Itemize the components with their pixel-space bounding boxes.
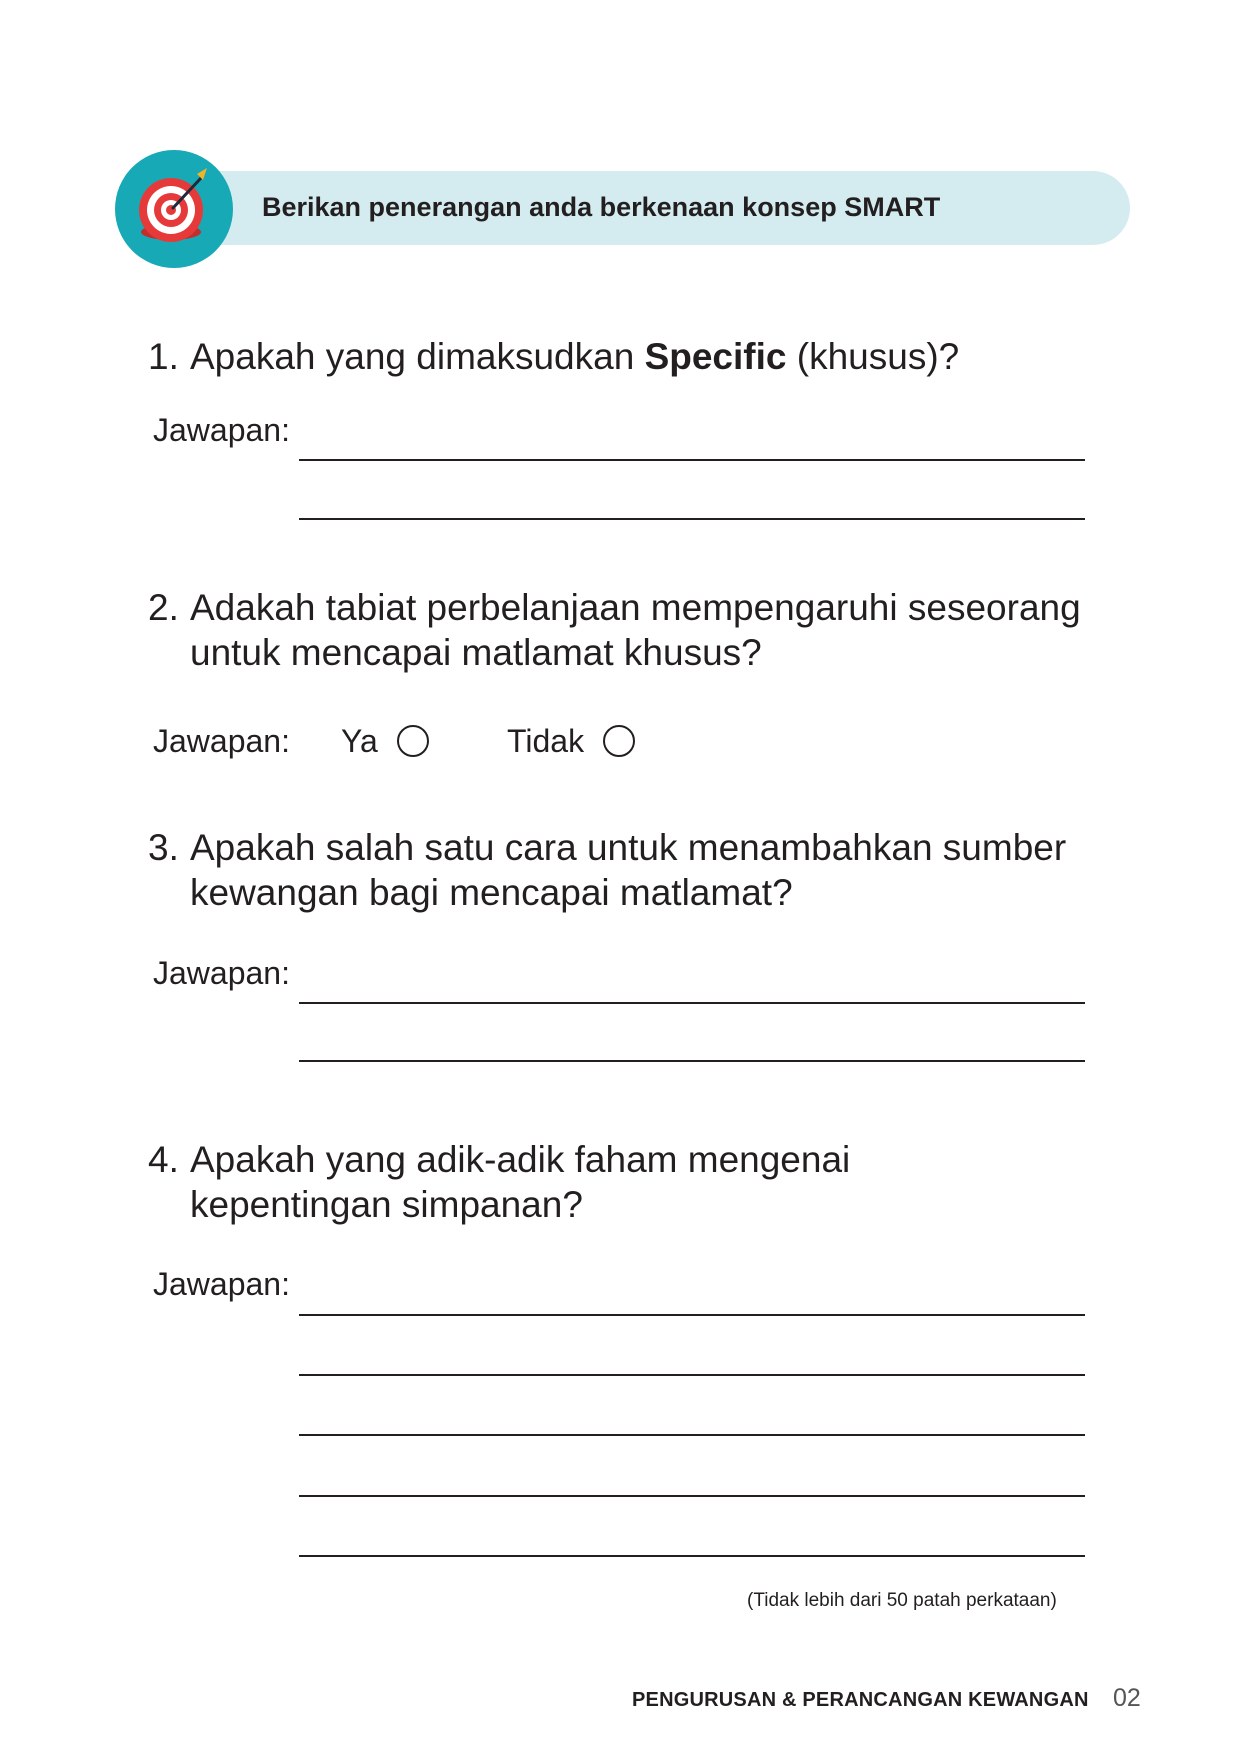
question-4 [148, 1137, 850, 1227]
answer-label-3: Jawapan: [153, 955, 290, 991]
answer-label-2: Jawapan: [153, 723, 290, 759]
answer-line[interactable] [299, 518, 1085, 520]
question-keyword: Specific [644, 336, 787, 377]
option-ya-label: Ya [341, 723, 378, 759]
question-number: 4. [148, 1139, 179, 1180]
option-tidak-radio[interactable] [603, 725, 635, 757]
option-ya-radio[interactable] [397, 725, 429, 757]
question-text: Apakah yang dimaksudkan [190, 336, 645, 377]
question-text-line1: Apakah salah satu cara untuk menambahkan sumber [190, 827, 1067, 868]
question-1 [148, 334, 959, 379]
target-dart-icon [115, 150, 233, 268]
answer-line[interactable] [299, 1495, 1085, 1497]
answer-line[interactable] [299, 1555, 1085, 1557]
question-number: 3. [148, 827, 179, 868]
question-text-line2: kepentingan simpanan? [190, 1184, 583, 1225]
page-number: 02 [1113, 1684, 1141, 1712]
answer-line[interactable] [299, 1060, 1085, 1062]
question-text-line1: Adakah tabiat perbelanjaan mempengaruhi seseorang [190, 587, 1081, 628]
word-limit-note: (Tidak lebih dari 50 patah perkataan) [747, 1590, 1057, 1611]
question-number: 2. [148, 587, 179, 628]
answer-line[interactable] [299, 1002, 1085, 1004]
answer-label-1: Jawapan: [153, 412, 290, 448]
instruction-text: Berikan penerangan anda berkenaan konsep SMART [262, 192, 941, 222]
answer-line[interactable] [299, 1314, 1085, 1316]
option-tidak-label: Tidak [507, 723, 585, 759]
question-text-end: (khusus)? [786, 336, 960, 377]
question-text-line1: Apakah yang adik-adik faham mengenai [190, 1139, 851, 1180]
answer-line[interactable] [299, 1374, 1085, 1376]
footer-title: PENGURUSAN & PERANCANGAN KEWANGAN [632, 1689, 1089, 1711]
question-text-line2: kewangan bagi mencapai matlamat? [190, 872, 793, 913]
answer-line[interactable] [299, 459, 1085, 461]
question-2 [148, 585, 1081, 675]
question-number: 1. [148, 336, 179, 377]
answer-label-4: Jawapan: [153, 1266, 290, 1302]
question-text-line2: untuk mencapai matlamat khusus? [190, 632, 762, 673]
question-3 [148, 825, 1066, 915]
answer-line[interactable] [299, 1434, 1085, 1436]
